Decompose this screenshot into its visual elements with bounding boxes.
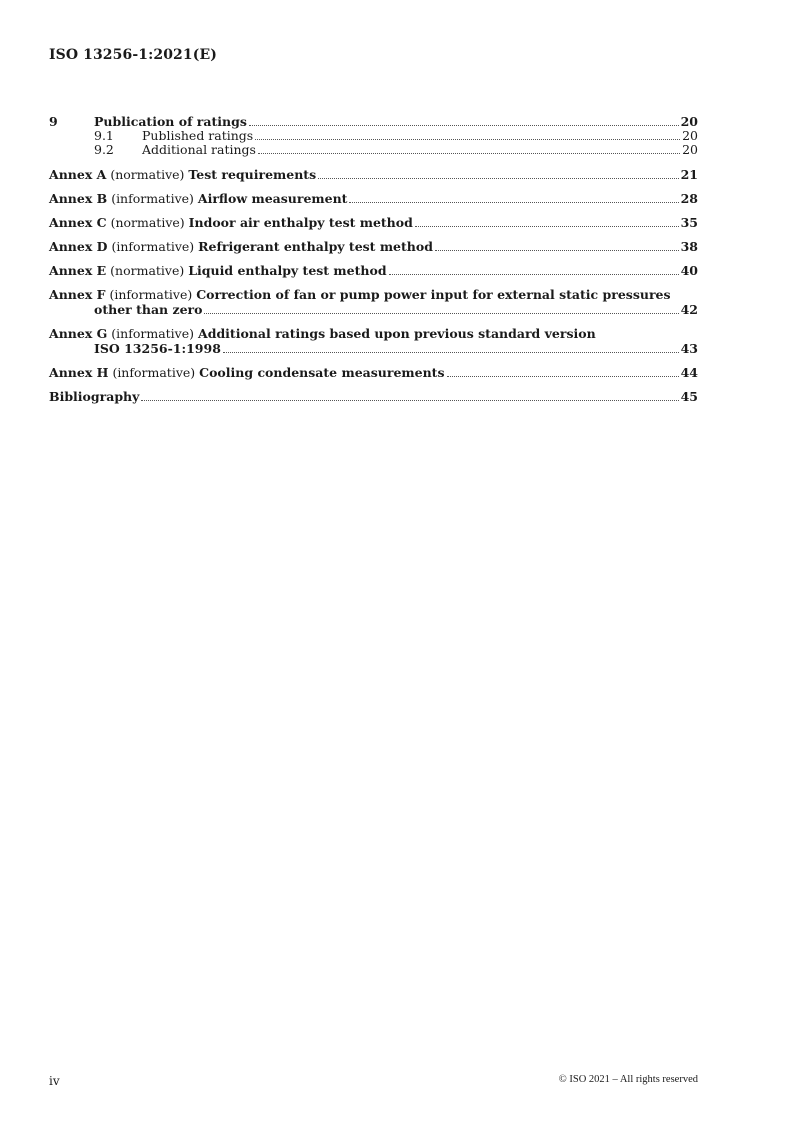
- dot-leader: [318, 178, 678, 179]
- toc-entry-9-2[interactable]: [49, 143, 698, 157]
- annex-title: Airflow measurement: [197, 191, 348, 206]
- annex-label: Annex H: [49, 365, 109, 380]
- annex-title-line2: ISO 13256-1:1998: [94, 341, 221, 356]
- annex-title: Liquid enthalpy test method: [188, 263, 387, 278]
- annex-type: (normative): [110, 215, 185, 230]
- subclause-number: 9.1: [94, 128, 114, 143]
- dot-leader: [204, 313, 678, 314]
- annex-label: Annex B: [49, 191, 108, 206]
- toc-entry-annex-h[interactable]: [49, 365, 698, 380]
- annex-label: Annex E: [49, 263, 107, 278]
- toc-entry-annex-a[interactable]: [49, 167, 698, 182]
- toc-entry-annex-g[interactable]: [49, 326, 698, 356]
- annex-type: (informative): [111, 326, 195, 341]
- annex-title-line2: other than zero: [94, 302, 203, 317]
- annex-title-line1: Correction of fan or pump power input for external static pressures: [196, 287, 671, 302]
- footer-page-number: iv: [49, 1074, 60, 1088]
- page-number: 28: [680, 191, 698, 206]
- page-number: 21: [680, 167, 698, 182]
- clause-title: Publication of ratings: [94, 114, 247, 129]
- annex-type: (informative): [109, 287, 193, 302]
- subclause-title: Published ratings: [142, 128, 254, 143]
- page-number: 20: [680, 114, 698, 129]
- page-number: 40: [680, 263, 698, 278]
- annex-label: Annex G: [49, 326, 108, 341]
- annex-label: Annex C: [49, 215, 107, 230]
- toc-entry-bibliography[interactable]: [49, 389, 698, 404]
- annex-title: Cooling condensate measurements: [199, 365, 445, 380]
- annex-type: (informative): [111, 239, 195, 254]
- clause-number: 9: [49, 114, 58, 129]
- dot-leader: [389, 274, 679, 275]
- dot-leader: [258, 153, 680, 154]
- annex-type: (informative): [111, 191, 194, 206]
- toc-entry-annex-c[interactable]: [49, 215, 698, 230]
- annex-label: Annex F: [49, 287, 106, 302]
- toc-entry-annex-d[interactable]: [49, 239, 698, 254]
- dot-leader: [447, 376, 679, 377]
- dot-leader: [223, 352, 679, 353]
- annex-type: (normative): [110, 263, 185, 278]
- toc-entry-clause-9[interactable]: [49, 114, 698, 129]
- annex-label: Annex A: [49, 167, 107, 182]
- footer-copyright: © ISO 2021 – All rights reserved: [558, 1074, 698, 1085]
- subclause-title: Additional ratings: [142, 142, 256, 157]
- page-number: 35: [680, 215, 698, 230]
- page-number: 20: [682, 142, 698, 157]
- toc-entry-annex-e[interactable]: [49, 263, 698, 278]
- annex-title: Test requirements: [188, 167, 317, 182]
- bibliography-title: Bibliography: [49, 389, 140, 404]
- page-number: 45: [680, 389, 698, 404]
- page-number: 38: [680, 239, 698, 254]
- dot-leader: [255, 139, 680, 140]
- page-number: 20: [682, 128, 698, 143]
- annex-type: (informative): [112, 365, 196, 380]
- dot-leader: [141, 400, 678, 401]
- toc-entry-9-1[interactable]: [49, 129, 698, 143]
- toc-entry-annex-f[interactable]: [49, 287, 698, 317]
- dot-leader: [415, 226, 679, 227]
- document-header: ISO 13256-1:2021(E): [49, 47, 217, 63]
- dot-leader: [249, 125, 679, 126]
- page-number: 44: [680, 365, 698, 380]
- dot-leader: [435, 250, 679, 251]
- annex-type: (normative): [110, 167, 185, 182]
- table-of-contents: [49, 112, 698, 404]
- annex-label: Annex D: [49, 239, 108, 254]
- dot-leader: [349, 202, 678, 203]
- subclause-number: 9.2: [94, 142, 114, 157]
- annex-title: Indoor air enthalpy test method: [188, 215, 413, 230]
- toc-entry-annex-b[interactable]: [49, 191, 698, 206]
- annex-title: Refrigerant enthalpy test method: [198, 239, 433, 254]
- annex-title-line1: Additional ratings based upon previous standard version: [198, 326, 596, 341]
- page-number: 43: [680, 341, 698, 356]
- page-number: 42: [680, 302, 698, 317]
